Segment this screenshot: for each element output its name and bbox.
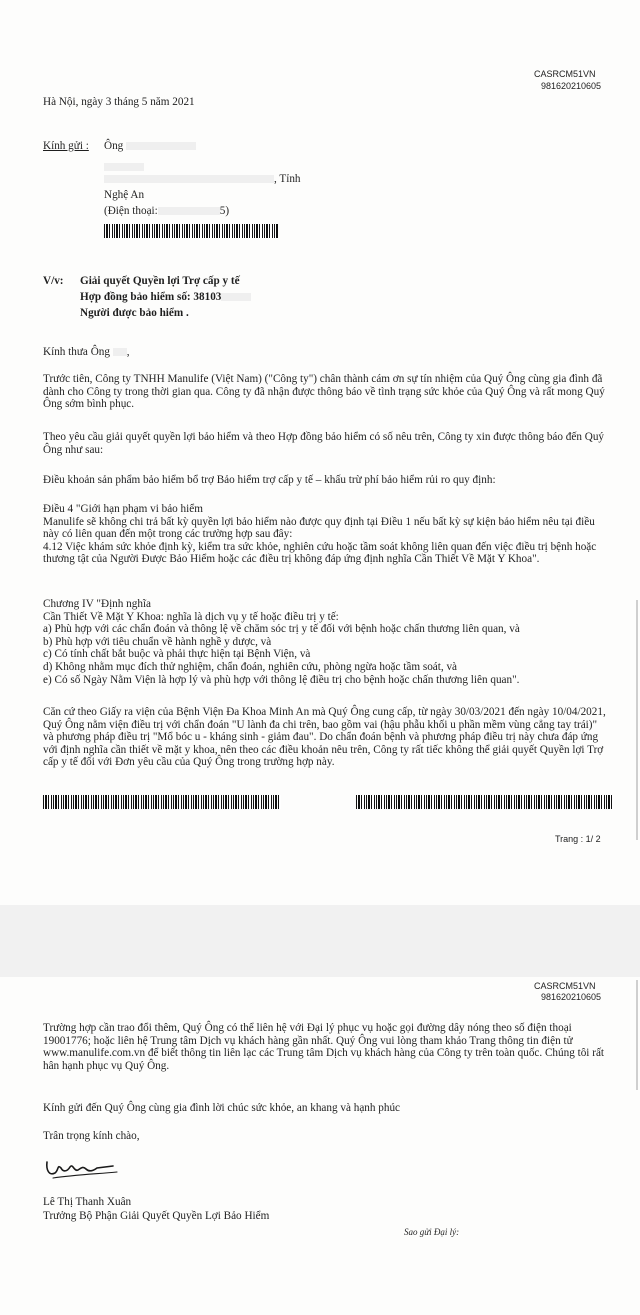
reference-code: CASRCM51VN <box>534 69 596 79</box>
salutation: Kính thưa Ông , <box>43 346 130 358</box>
paragraph-conclusion: Căn cứ theo Giấy ra viện của Bệnh Viện Đa Khoa Minh An mà Quý Ông cung cấp, từ ngày 30/03/2021 đến ngày 10/04/2021, Quý Ông nằm viện điều trị với chẩn đoán "U lành đa chi trên, bao gồm vai (hậu phẫu khối u phần mềm vùng cẳng tay trái)" và phương pháp điều trị "Mổ bóc u - kháng sinh - giảm đau". Do chẩn đoán bệnh và phương pháp điều trị này chưa đáp ứng với định nghĩa cần thiết về mặt y khoa, nên theo các điều khoản nêu trên, Công ty rất tiếc không thể giải quyết Quyền lợi Trợ cấp y tế đối với Đơn yêu cầu của Quý Ông trong trường hợp này. <box>43 706 606 769</box>
article-4-title: Điều 4 "Giới hạn phạm vi bảo hiểm <box>43 503 203 515</box>
scan-edge <box>636 600 638 840</box>
chapter-4-title: Chương IV "Định nghĩa <box>43 598 152 610</box>
paragraph-terms: Điều khoản sản phẩm bảo hiểm bổ trợ Bảo hiểm trợ cấp y tế – khấu trừ phí bảo hiểm rủi ro quy định: <box>43 474 496 486</box>
article-4 <box>43 503 608 566</box>
signature-image <box>43 1156 123 1182</box>
list-item: b) Phù hợp với tiêu chuẩn về hành nghề y dược, và <box>43 635 272 648</box>
list-item: a) Phù hợp với các chẩn đoán và thông lệ về chăm sóc trị y tế đối với bệnh hoặc chấn thương liên quan, và <box>43 623 520 636</box>
scan-edge <box>636 980 638 1090</box>
subject-line-3: Người được bảo hiểm . <box>80 307 189 319</box>
paragraph-request: Theo yêu cầu giải quyết quyền lợi bảo hiểm và theo Hợp đồng bảo hiểm có số nêu trên, Công ty xin được thông báo đến Quý Ông như sau: <box>43 431 605 456</box>
signer-name: Lê Thị Thanh Xuân <box>43 1196 132 1208</box>
list-item: c) Có tính chất bắt buộc và phải thực hiện tại Bệnh Viện, và <box>43 648 311 661</box>
redacted-name <box>126 142 196 150</box>
page-gap <box>0 905 640 977</box>
paragraph-contact: Trường hợp cần trao đổi thêm, Quý Ông có thể liên hệ với Đại lý phục vụ hoặc gọi đường dây nóng theo số điện thoại 19001776; hoặc liên hệ Trung tâm Dịch vụ khách hàng gần nhất. Quý Ông vui lòng tham khảo Trang thông tin điện tử www.manulife.com.vn để biết thông tin liên lạc các Trung tâm Dịch vụ khách hàng của Công ty trên toàn quốc. Chúng tôi rất hân hạnh phục vụ Quý Ông. <box>43 1022 605 1072</box>
list-item: e) Có số Ngày Nằm Viện là hợp lý và phù hợp với thông lệ điều trị cho bệnh hoặc chấn thương liên quan". <box>43 673 520 686</box>
paragraph-intro: Trước tiên, Công ty TNHH Manulife (Việt Nam) ("Công ty") chân thành cám ơn sự tín nhiệm của Quý Ông cùng gia đình đã dành cho Công ty trong thời gian qua. Công ty đã nhận được thông báo về tình trạng sức khỏe của Quý Ông và rất mong Quý Ông sớm bình phục. <box>43 373 605 411</box>
recipient-phone: (Điện thoại: 5) <box>104 205 230 217</box>
subject-label: V/v: <box>43 275 64 287</box>
recipient-province: Nghệ An <box>104 189 145 201</box>
list-item: d) Không nhằm mục đích thử nghiệm, chẩn đoán, nghiên cứu, phòng ngừa hoặc tầm soát, và <box>43 660 458 673</box>
reference-number: 981620210605 <box>541 81 602 91</box>
chapter-4 <box>43 598 608 686</box>
subject-line-2: Hợp đồng bảo hiểm số: 38103 <box>80 291 251 304</box>
article-4-item: 4.12 Việc khám sức khỏe định kỳ, kiểm tra sức khỏe, nghiên cứu hoặc tầm soát không liên quan đến việc điều trị bệnh hoặc thương tật của Người Được Bảo Hiểm hoặc các điều trị không đáp ứng định nghĩa Cần Thiết Về Mặt Y Khoa". <box>43 540 597 566</box>
copy-to-agent: Sao gửi Đại lý: <box>404 1227 460 1237</box>
footer-barcode-left <box>43 795 281 809</box>
recipient-address: , Tỉnh <box>104 173 301 186</box>
wishes-line: Kính gửi đến Quý Ông cùng gia đình lời chúc sức khỏe, an khang và hạnh phúc <box>43 1102 401 1114</box>
recipient-name: Ông <box>104 140 196 153</box>
date-line: Hà Nội, ngày 3 tháng 5 năm 2021 <box>43 96 195 108</box>
kinh-gui-label: Kính gửi : <box>43 140 89 152</box>
recipient-barcode <box>104 224 278 238</box>
signer-title: Trưởng Bộ Phận Giải Quyết Quyền Lợi Bảo Hiểm <box>43 1210 270 1222</box>
footer-barcode-right <box>356 795 614 809</box>
page-number: Trang : 1/ 2 <box>555 834 601 844</box>
chapter-4-definition: Cần Thiết Về Mặt Y Khoa: nghĩa là dịch vụ y tế hoặc điều trị y tế: <box>43 610 339 623</box>
reference-number-page-2: 981620210605 <box>541 992 602 1002</box>
article-4-body: Manulife sẽ không chi trả bất kỳ quyền lợi bảo hiểm nào được quy định tại Điều 1 nếu bất kỳ sự kiện bảo hiểm nêu tại điều này có liên quan đến một trong các trường hợp sau đây: <box>43 515 595 541</box>
reference-code-page-2: CASRCM51VN <box>534 981 596 991</box>
subject-line-1: Giải quyết Quyền lợi Trợ cấp y tế <box>80 275 240 287</box>
closing-line: Trân trọng kính chào, <box>43 1130 140 1142</box>
